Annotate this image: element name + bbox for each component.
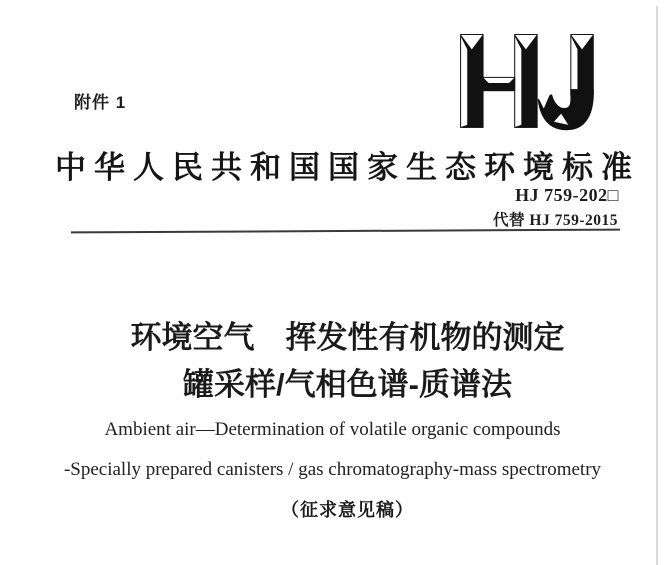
hj-logo-j	[538, 34, 594, 130]
hj-logo-h	[460, 34, 538, 128]
replaces-note: 代替 HJ 759-2015	[493, 212, 618, 229]
doc-title-en-line1: Ambient air—Determination of volatile organic compounds	[104, 419, 561, 440]
standard-number: HJ 759-202□	[515, 185, 619, 205]
attachment-label: 附件 1	[74, 93, 127, 112]
draft-status-label: （征求意见稿）	[281, 500, 414, 520]
standard-heading: 中华人民共和国国家生态环境标准	[55, 150, 640, 185]
doc-title-cn-line1: 环境空气 挥发性有机物的测定	[130, 320, 565, 355]
doc-title-en-line2: -Specially prepared canisters / gas chromatography-mass spectrometry	[63, 459, 602, 480]
header-rule	[71, 229, 620, 234]
doc-title-cn-line2: 罐采样/气相色谱-质谱法	[183, 367, 512, 402]
scan-edge-line	[656, 6, 658, 565]
hj-logo	[456, 28, 604, 136]
